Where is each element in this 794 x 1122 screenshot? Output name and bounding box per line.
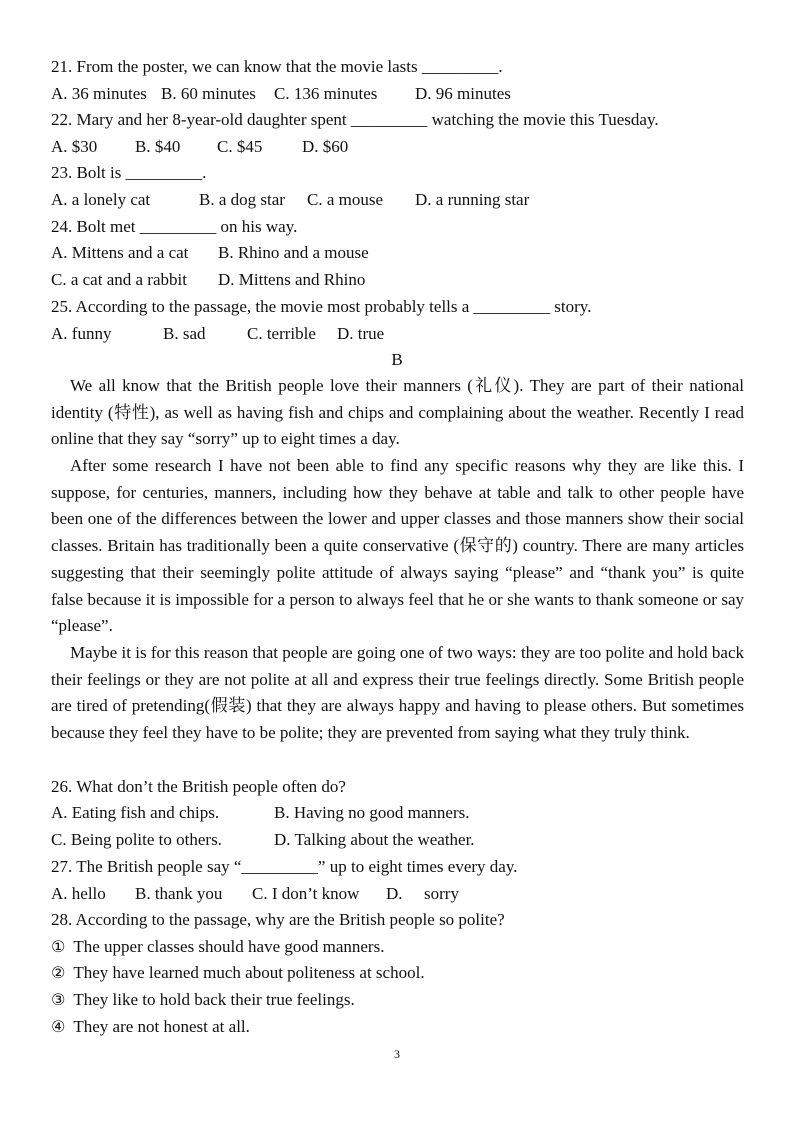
question-21-options: [51, 83, 511, 105]
option-c: C. Being polite to others.: [51, 830, 222, 849]
choice-2-text: They have learned much about politeness at school.: [73, 963, 425, 982]
question-22-stem: 22. Mary and her 8-year-old daughter spent _________ watching the movie this Tuesday.: [51, 110, 659, 129]
option-b: B. 60 minutes: [161, 84, 256, 103]
option-c: C. I don’t know: [252, 884, 360, 903]
passage-paragraph-3: Maybe it is for this reason that people are going one of two ways: they are too polite and hold back their feelings or they are not polite at all and express their true feelings directly. Some British people are tired of pretending(假装) that they are always happy and having to please others. But sometimes because they feel they have to be polite; they are prevented from saying what they truly think.: [51, 643, 744, 743]
question-23-stem: 23. Bolt is _________.: [51, 163, 207, 182]
option-d: D.: [386, 884, 403, 903]
option-a: A. a lonely cat: [51, 190, 151, 209]
option-c: C. a cat and a rabbit: [51, 270, 187, 289]
circled-number-2: ②: [51, 963, 66, 982]
option-d: D. 96 minutes: [415, 84, 511, 103]
option-a: A. hello: [51, 884, 106, 903]
question-24-options-row1: [51, 242, 369, 264]
option-d: D. $60: [302, 137, 349, 156]
choice-2: [51, 962, 425, 984]
option-b: B. a dog star: [199, 190, 285, 209]
question-27-stem: 27. The British people say “_________” up to eight times every day.: [51, 857, 518, 876]
option-d: D. Talking about the weather.: [274, 830, 475, 849]
option-b: B. sad: [163, 324, 206, 343]
option-d: D. Mittens and Rhino: [218, 270, 366, 289]
option-a: A. 36 minutes: [51, 84, 147, 103]
question-27-options: [51, 883, 459, 905]
option-c: C. a mouse: [307, 190, 384, 209]
question-24-stem: 24. Bolt met _________ on his way.: [51, 217, 298, 236]
option-c: C. terrible: [247, 324, 316, 343]
passage-paragraph-1: We all know that the British people love their manners (礼仪). They are part of their national identity (特性), as well as having fish and chips and complaining about the weather. Recently I read online that they say “sorry” up to eight times a day.: [51, 376, 744, 449]
option-d-text: sorry: [424, 884, 459, 903]
option-a: A. $30: [51, 137, 98, 156]
question-24-options-row2: [51, 269, 365, 291]
option-c: C. 136 minutes: [274, 84, 378, 103]
question-26-options-row2: [51, 829, 475, 851]
question-28-stem: 28. According to the passage, why are the British people so polite?: [51, 910, 505, 929]
option-a: A. Mittens and a cat: [51, 243, 189, 262]
option-b: B. Having no good manners.: [274, 803, 470, 822]
circled-number-3: ③: [51, 990, 66, 1009]
circled-number-4: ④: [51, 1017, 66, 1036]
option-b: B. $40: [135, 137, 181, 156]
choice-3: [51, 989, 355, 1011]
passage-paragraph-2: After some research I have not been able to find any specific reasons why they are like this. I suppose, for centuries, manners, including how they behave at table and talk to other people have been one of the differences between the lower and upper classes and those manners show their social classes. Britain has traditionally been a quite conservative (保守的) country. There are many articles suggesting that their seemingly polite attitude of always saying “please” and “thank you” is quite false because it is impossible for a person to always feel that he or she wants to thank someone or say “please”.: [51, 456, 744, 636]
section-b-heading: B: [391, 350, 403, 369]
question-26-stem: 26. What don’t the British people often do?: [51, 777, 346, 796]
question-23-options: [51, 189, 529, 211]
circled-number-1: ①: [51, 937, 66, 956]
question-25-options: [51, 323, 384, 345]
option-d: D. a running star: [415, 190, 530, 209]
choice-1: [51, 936, 384, 958]
option-c: C. $45: [217, 137, 263, 156]
option-d: D. true: [337, 324, 385, 343]
option-a: A. Eating fish and chips.: [51, 803, 220, 822]
option-b: B. thank you: [135, 884, 223, 903]
option-b: B. Rhino and a mouse: [218, 243, 369, 262]
choice-1-text: The upper classes should have good manners.: [73, 937, 385, 956]
question-21-stem: 21. From the poster, we can know that the movie lasts _________.: [51, 57, 503, 76]
choice-4: [51, 1016, 250, 1038]
option-a: A. funny: [51, 324, 112, 343]
question-26-options-row1: [51, 802, 469, 824]
page-number: 3: [394, 1047, 400, 1061]
question-25-stem: 25. According to the passage, the movie most probably tells a _________ story.: [51, 297, 592, 316]
choice-4-text: They are not honest at all.: [73, 1017, 250, 1036]
choice-3-text: They like to hold back their true feelings.: [73, 990, 355, 1009]
question-22-options: [51, 136, 348, 158]
